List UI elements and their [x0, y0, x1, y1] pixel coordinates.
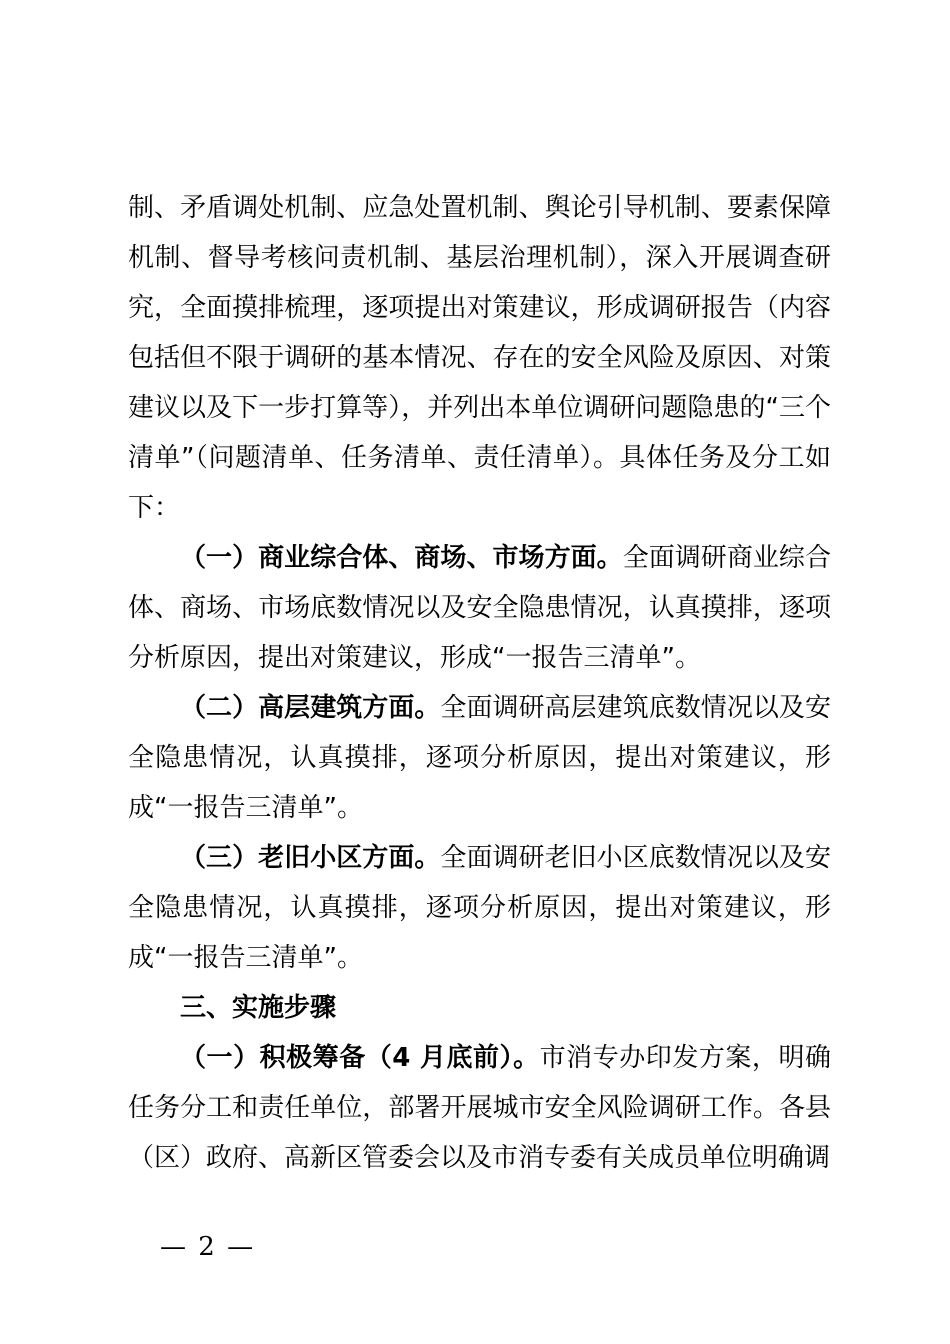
document-body [128, 183, 831, 1183]
page-number: — 2 — [160, 1232, 256, 1262]
task-item-old-community [128, 833, 831, 983]
task-heading: （一）商业综合体、商场、市场方面。 [180, 543, 623, 573]
task-item-commercial [128, 533, 831, 683]
task-item-high-rise [128, 683, 831, 833]
task-heading: （二）高层建筑方面。 [180, 693, 441, 723]
section-heading: 三、实施步骤 [180, 993, 337, 1023]
step-preparation [128, 1033, 831, 1183]
task-text: 全面调研商业综合体、商场、市场底数情况以及安全隐患情况，认真摸排，逐项分析原因，提出对策建议，形成“一报告三清单”。 [128, 543, 831, 673]
step-text: 市消专办印发方案，明确任务分工和责任单位，部署开展城市安全风险调研工作。各县（区）政府、高新区管委会以及市消专委有关成员单位明确调 [128, 1043, 831, 1173]
task-text: 全面调研老旧小区底数情况以及安全隐患情况，认真摸排，逐项分析原因，提出对策建议，形成“一报告三清单”。 [128, 843, 831, 973]
task-text: 全面调研高层建筑底数情况以及安全隐患情况，认真摸排，逐项分析原因，提出对策建议，形成“一报告三清单”。 [128, 693, 831, 823]
task-heading: （三）老旧小区方面。 [180, 843, 441, 873]
step-heading: （一）积极筹备（4 月底前）。 [180, 1043, 540, 1073]
intro-paragraph: 制、矛盾调处机制、应急处置机制、舆论引导机制、要素保障机制、督导考核问责机制、基层治理机制），深入开展调查研究，全面摸排梳理，逐项提出对策建议，形成调研报告（内容包括但不限于调研的基本情况、存在的安全风险及原因、对策建议以及下一步打算等），并列出本单位调研问题隐患的“三个清单”（问题清单、任务清单、责任清单）。具体任务及分工如下： [128, 193, 831, 523]
